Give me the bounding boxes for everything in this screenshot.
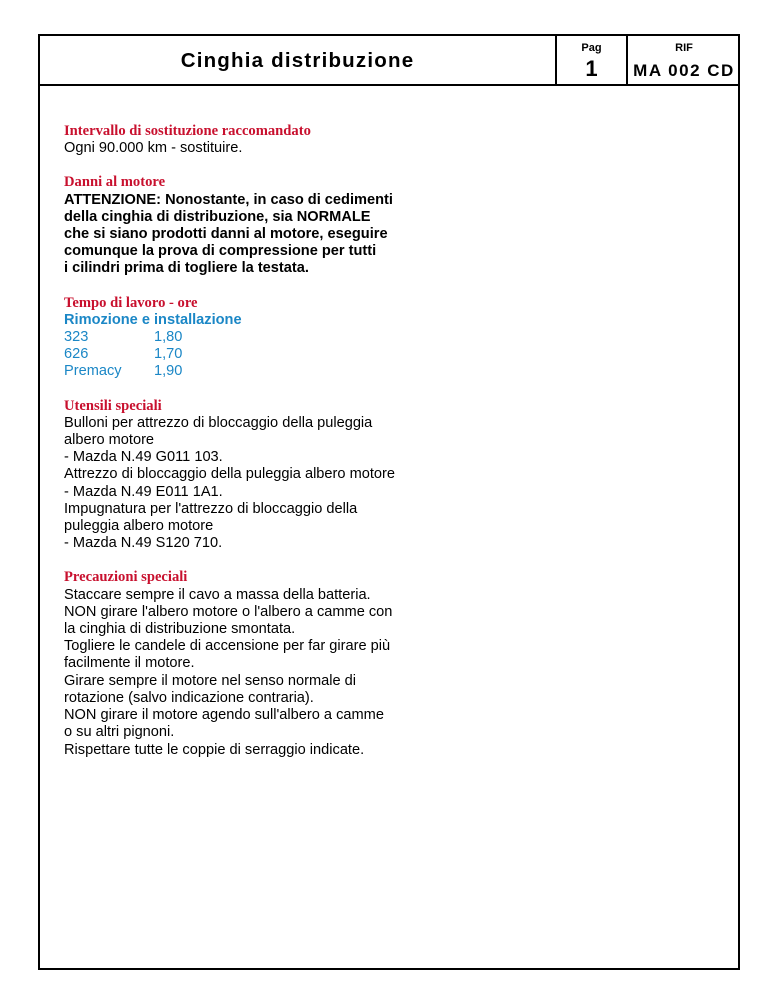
section-subtitle: Rimozione e installazione (64, 311, 242, 328)
reference-label: RIF (675, 42, 693, 54)
text-line: Togliere le candele di accensione per far girare più (64, 638, 391, 655)
page-number: 1 (585, 56, 598, 81)
text-line: - Mazda N.49 G011 103. (64, 449, 223, 466)
text-line: - Mazda N.49 E011 1A1. (64, 483, 223, 500)
text-line: rotazione (salvo indicazione contraria). (64, 689, 314, 706)
model-name: 323 (64, 329, 89, 346)
document-title: Cinghia distribuzione (180, 49, 415, 72)
text-line: la cinghia di distribuzione smontata. (64, 621, 296, 638)
time-value: 1,80 (154, 329, 183, 346)
text-line: Ogni 90.000 km - sostituire. (64, 140, 243, 157)
text-line: puleggia albero motore (64, 518, 214, 535)
text-line: NON girare il motore agendo sull'albero a camme (64, 707, 384, 724)
section-title: Intervallo di sostituzione raccomandato (64, 123, 311, 139)
text-line: che si siano prodotti danni al motore, eseguire (64, 226, 388, 243)
text-line: o su altri pignoni. (64, 724, 175, 741)
section-precauzioni (64, 569, 444, 758)
text-line: ATTENZIONE: Nonostante, in caso di cedimenti (64, 191, 393, 208)
text-line: della cinghia di distribuzione, sia NORMALE (64, 208, 371, 225)
page-label: Pag (581, 42, 602, 54)
text-line: - Mazda N.49 S120 710. (64, 535, 223, 552)
section-intervallo (64, 123, 444, 157)
model-name: 626 (64, 346, 89, 363)
time-row (64, 329, 444, 346)
text-line: Bulloni per attrezzo di bloccaggio della puleggia (64, 414, 373, 431)
section-title: Precauzioni speciali (64, 569, 188, 586)
time-row (64, 346, 444, 363)
time-value: 1,90 (154, 363, 183, 380)
page-header (40, 36, 738, 86)
time-row (64, 363, 444, 380)
section-title: Tempo di lavoro - ore (64, 294, 198, 311)
document-body (64, 123, 444, 776)
text-line: Rispettare tutte le coppie di serraggio indicate. (64, 741, 365, 758)
reference-box (628, 36, 740, 84)
text-line: Girare sempre il motore nel senso normale di (64, 672, 356, 689)
section-tempo (64, 295, 444, 381)
model-name: Premacy (64, 363, 122, 380)
text-line: Impugnatura per l'attrezzo di bloccaggio della (64, 500, 358, 517)
section-title: Danni al motore (64, 174, 166, 191)
text-line: albero motore (64, 432, 155, 449)
text-line: i cilindri prima di togliere la testata. (64, 260, 309, 277)
text-line: facilmente il motore. (64, 655, 195, 672)
section-title: Utensili speciali (64, 397, 162, 414)
text-line: NON girare l'albero motore o l'albero a camme con (64, 603, 393, 620)
text-line: Staccare sempre il cavo a massa della batteria. (64, 586, 371, 603)
time-value: 1,70 (154, 346, 183, 363)
page-number-box (557, 36, 626, 84)
section-utensili (64, 398, 444, 553)
text-line: Attrezzo di bloccaggio della puleggia albero motore (64, 466, 395, 483)
section-danni (64, 174, 444, 277)
reference-code: MA 002 CD (633, 61, 735, 80)
header-bottom-rule (40, 84, 738, 86)
text-line: comunque la prova di compressione per tutti (64, 243, 377, 260)
